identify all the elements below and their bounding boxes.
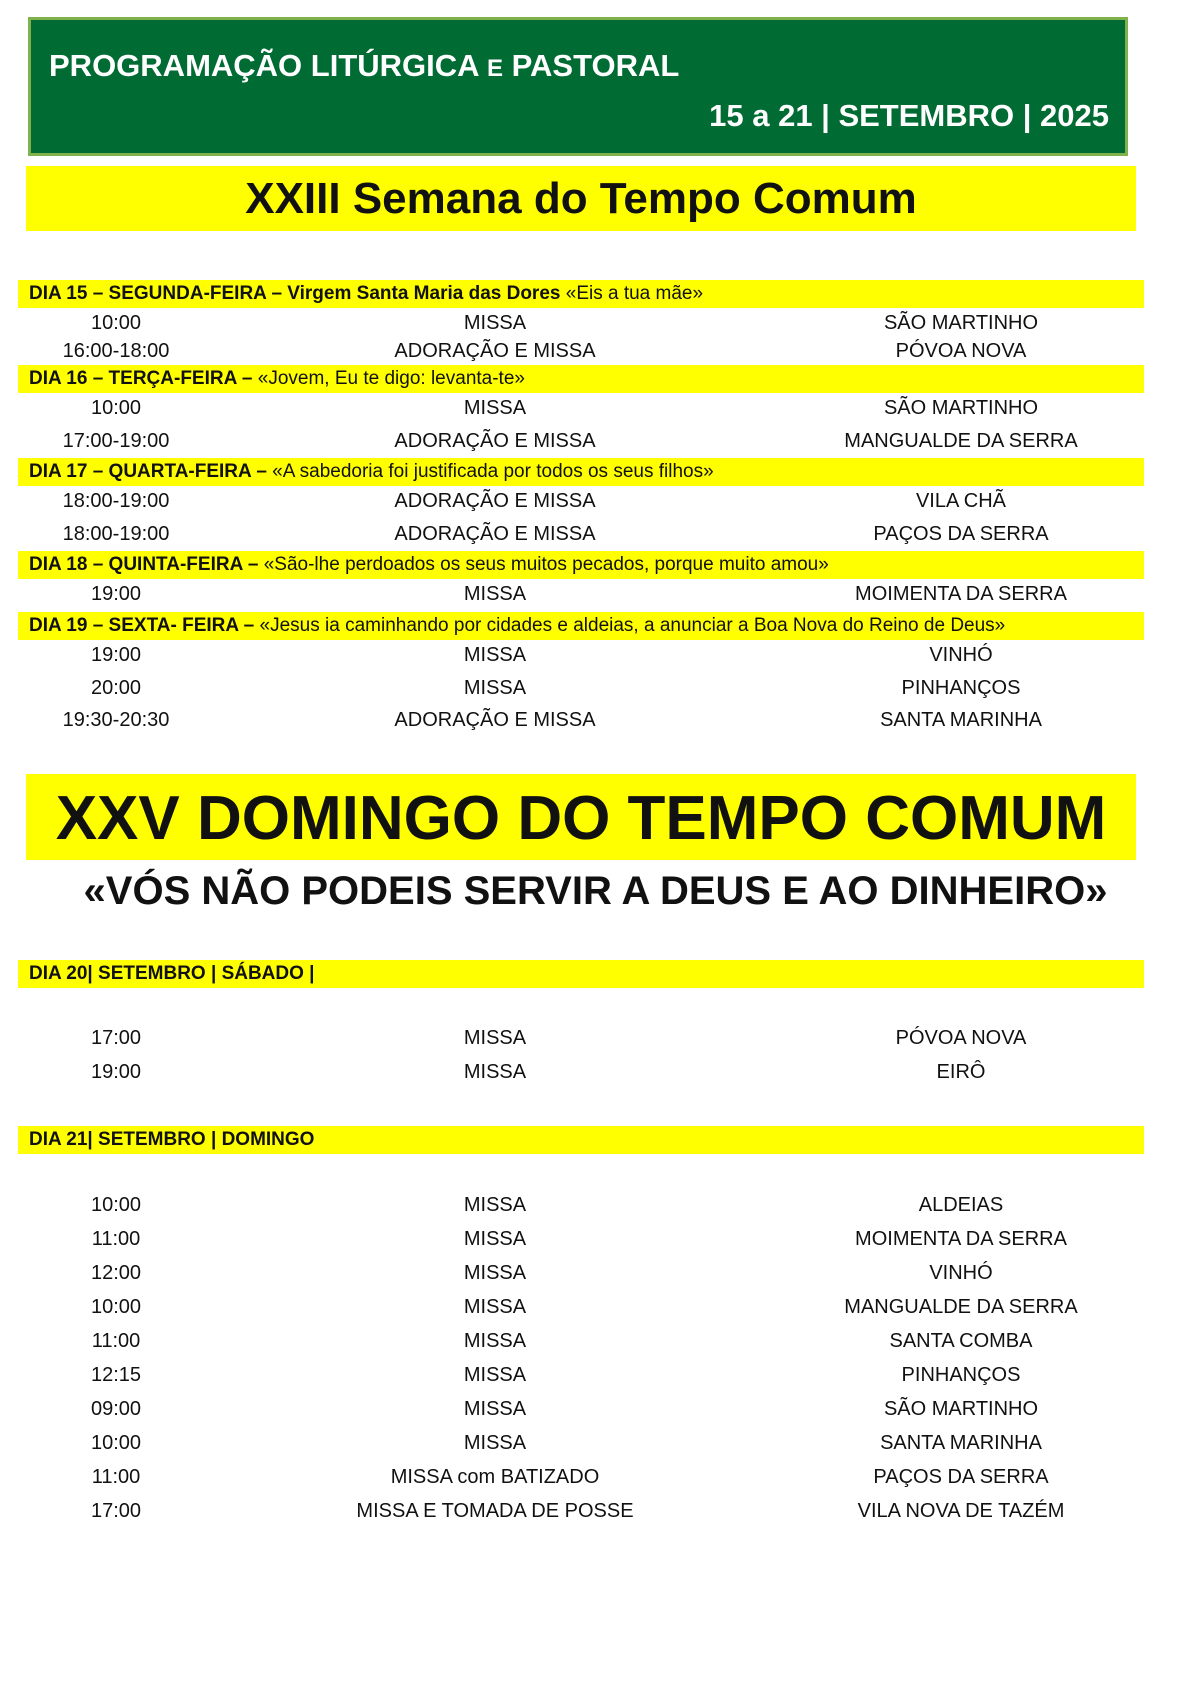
day-label: DIA 15 – SEGUNDA-FEIRA – Virgem Santa Maria das Dores <box>29 283 561 304</box>
event-activity: MISSA <box>463 1027 527 1049</box>
event-location: PAÇOS DA SERRA <box>873 1466 1049 1488</box>
schedule-row <box>0 1191 1191 1219</box>
day-quote: «São-lhe perdoados os seus muitos pecados, porque muito amou» <box>263 554 829 575</box>
event-time: 20:00 <box>90 677 142 699</box>
day-header <box>18 960 1144 988</box>
event-location: SANTA MARINHA <box>880 1432 1042 1454</box>
event-location: VINHÓ <box>929 644 993 666</box>
day-header <box>18 458 1144 486</box>
day-label: DIA 18 – QUINTA-FEIRA – <box>29 554 259 575</box>
event-location: PAÇOS DA SERRA <box>873 523 1049 545</box>
sunday-subtitle: «VÓS NÃO PODEIS SERVIR A DEUS E AO DINHEIRO» <box>83 869 1108 913</box>
schedule-row <box>0 1361 1191 1389</box>
event-activity: MISSA <box>463 1296 527 1318</box>
event-time: 16:00-18:00 <box>62 340 170 362</box>
sunday-title: XXV DOMINGO DO TEMPO COMUM <box>26 774 1136 860</box>
schedule-row <box>0 427 1191 455</box>
schedule-row <box>0 1225 1191 1253</box>
schedule-row <box>0 1293 1191 1321</box>
date-range: 15 a 21 | SETEMBRO | 2025 <box>709 98 1109 133</box>
day-label: DIA 21| SETEMBRO | DOMINGO <box>29 1129 315 1150</box>
schedule-row <box>0 1058 1191 1086</box>
event-time: 12:15 <box>90 1364 142 1386</box>
event-time: 09:00 <box>90 1398 142 1420</box>
event-activity: ADORAÇÃO E MISSA <box>394 490 596 512</box>
event-time: 19:00 <box>90 1061 142 1083</box>
event-location: VILA NOVA DE TAZÉM <box>857 1500 1065 1522</box>
event-activity: ADORAÇÃO E MISSA <box>394 709 596 731</box>
day-header <box>18 551 1144 579</box>
schedule-row <box>0 706 1191 734</box>
schedule-row <box>0 520 1191 548</box>
event-location: SÃO MARTINHO <box>883 397 1039 419</box>
event-activity: MISSA <box>463 1398 527 1420</box>
event-time: 11:00 <box>91 1330 141 1352</box>
day-label: DIA 19 – SEXTA- FEIRA – <box>29 615 255 636</box>
day-quote: «Jesus ia caminhando por cidades e aldeias, a anunciar a Boa Nova do Reino de Deus» <box>259 615 1006 636</box>
event-time: 10:00 <box>90 1194 142 1216</box>
schedule-row <box>0 1395 1191 1423</box>
schedule-row <box>0 487 1191 515</box>
event-time: 10:00 <box>90 1296 142 1318</box>
event-time: 12:00 <box>90 1262 142 1284</box>
day-header <box>18 280 1144 308</box>
event-time: 17:00-19:00 <box>62 430 170 452</box>
event-activity: MISSA <box>463 1262 527 1284</box>
event-activity: MISSA com BATIZADO <box>390 1466 600 1488</box>
week-title: XXIII Semana do Tempo Comum <box>26 166 1136 231</box>
title-part-b: PASTORAL <box>511 48 680 83</box>
day-quote: «Jovem, Eu te digo: levanta-te» <box>257 368 525 389</box>
schedule-row <box>0 1327 1191 1355</box>
page-title <box>49 48 679 84</box>
event-activity: MISSA <box>463 1330 527 1352</box>
schedule-row <box>0 580 1191 608</box>
schedule-row <box>0 1463 1191 1491</box>
event-activity: ADORAÇÃO E MISSA <box>394 340 596 362</box>
event-time: 17:00 <box>90 1027 142 1049</box>
event-location: VINHÓ <box>929 1262 993 1284</box>
schedule-row <box>0 641 1191 669</box>
event-activity: MISSA <box>463 1061 527 1083</box>
day-header <box>18 1126 1144 1154</box>
event-time: 19:00 <box>90 583 142 605</box>
event-location: SANTA MARINHA <box>880 709 1042 731</box>
event-activity: MISSA <box>463 1228 527 1250</box>
event-time: 10:00 <box>90 397 142 419</box>
event-activity: MISSA E TOMADA DE POSSE <box>356 1500 634 1522</box>
event-time: 10:00 <box>90 312 142 334</box>
event-time: 18:00-19:00 <box>62 523 170 545</box>
event-time: 10:00 <box>90 1432 142 1454</box>
event-activity: ADORAÇÃO E MISSA <box>394 430 596 452</box>
title-conjunction: E <box>487 55 504 82</box>
event-location: ALDEIAS <box>918 1194 1004 1216</box>
event-location: MOIMENTA DA SERRA <box>855 1228 1067 1250</box>
event-activity: MISSA <box>463 583 527 605</box>
event-location: MANGUALDE DA SERRA <box>844 430 1078 452</box>
event-time: 19:30-20:30 <box>62 709 170 731</box>
event-location: VILA CHÃ <box>915 490 1007 512</box>
event-activity: MISSA <box>463 644 527 666</box>
event-time: 17:00 <box>90 1500 142 1522</box>
event-activity: MISSA <box>463 1194 527 1216</box>
event-time: 18:00-19:00 <box>62 490 170 512</box>
event-time: 11:00 <box>91 1466 141 1488</box>
event-activity: MISSA <box>463 397 527 419</box>
event-location: SANTA COMBA <box>889 1330 1033 1352</box>
day-quote: «Eis a tua mãe» <box>565 283 704 304</box>
event-activity: MISSA <box>463 1432 527 1454</box>
event-location: PINHANÇOS <box>901 1364 1021 1386</box>
day-label: DIA 16 – TERÇA-FEIRA – <box>29 368 253 389</box>
event-location: SÃO MARTINHO <box>883 312 1039 334</box>
event-location: PÓVOA NOVA <box>895 1027 1027 1049</box>
day-quote: «A sabedoria foi justificada por todos os seus filhos» <box>272 461 714 482</box>
header-banner <box>28 17 1128 156</box>
event-activity: MISSA <box>463 312 527 334</box>
schedule-row <box>0 1024 1191 1052</box>
event-location: MOIMENTA DA SERRA <box>855 583 1067 605</box>
schedule-row <box>0 337 1191 365</box>
schedule-row <box>0 1259 1191 1287</box>
day-header <box>18 612 1144 640</box>
event-location: PINHANÇOS <box>901 677 1021 699</box>
event-location: SÃO MARTINHO <box>883 1398 1039 1420</box>
day-label: DIA 17 – QUARTA-FEIRA – <box>29 461 267 482</box>
event-activity: MISSA <box>463 677 527 699</box>
event-time: 11:00 <box>91 1228 141 1250</box>
event-location: PÓVOA NOVA <box>895 340 1027 362</box>
schedule-row <box>0 309 1191 337</box>
event-activity: ADORAÇÃO E MISSA <box>394 523 596 545</box>
schedule-row <box>0 1429 1191 1457</box>
schedule-row <box>0 394 1191 422</box>
title-part-a: PROGRAMAÇÃO LITÚRGICA <box>49 48 479 83</box>
event-activity: MISSA <box>463 1364 527 1386</box>
schedule-row <box>0 1497 1191 1525</box>
event-time: 19:00 <box>90 644 142 666</box>
day-label: DIA 20| SETEMBRO | SÁBADO | <box>29 963 315 984</box>
event-location: MANGUALDE DA SERRA <box>844 1296 1078 1318</box>
schedule-row <box>0 674 1191 702</box>
event-location: EIRÔ <box>936 1061 986 1083</box>
day-header <box>18 365 1144 393</box>
